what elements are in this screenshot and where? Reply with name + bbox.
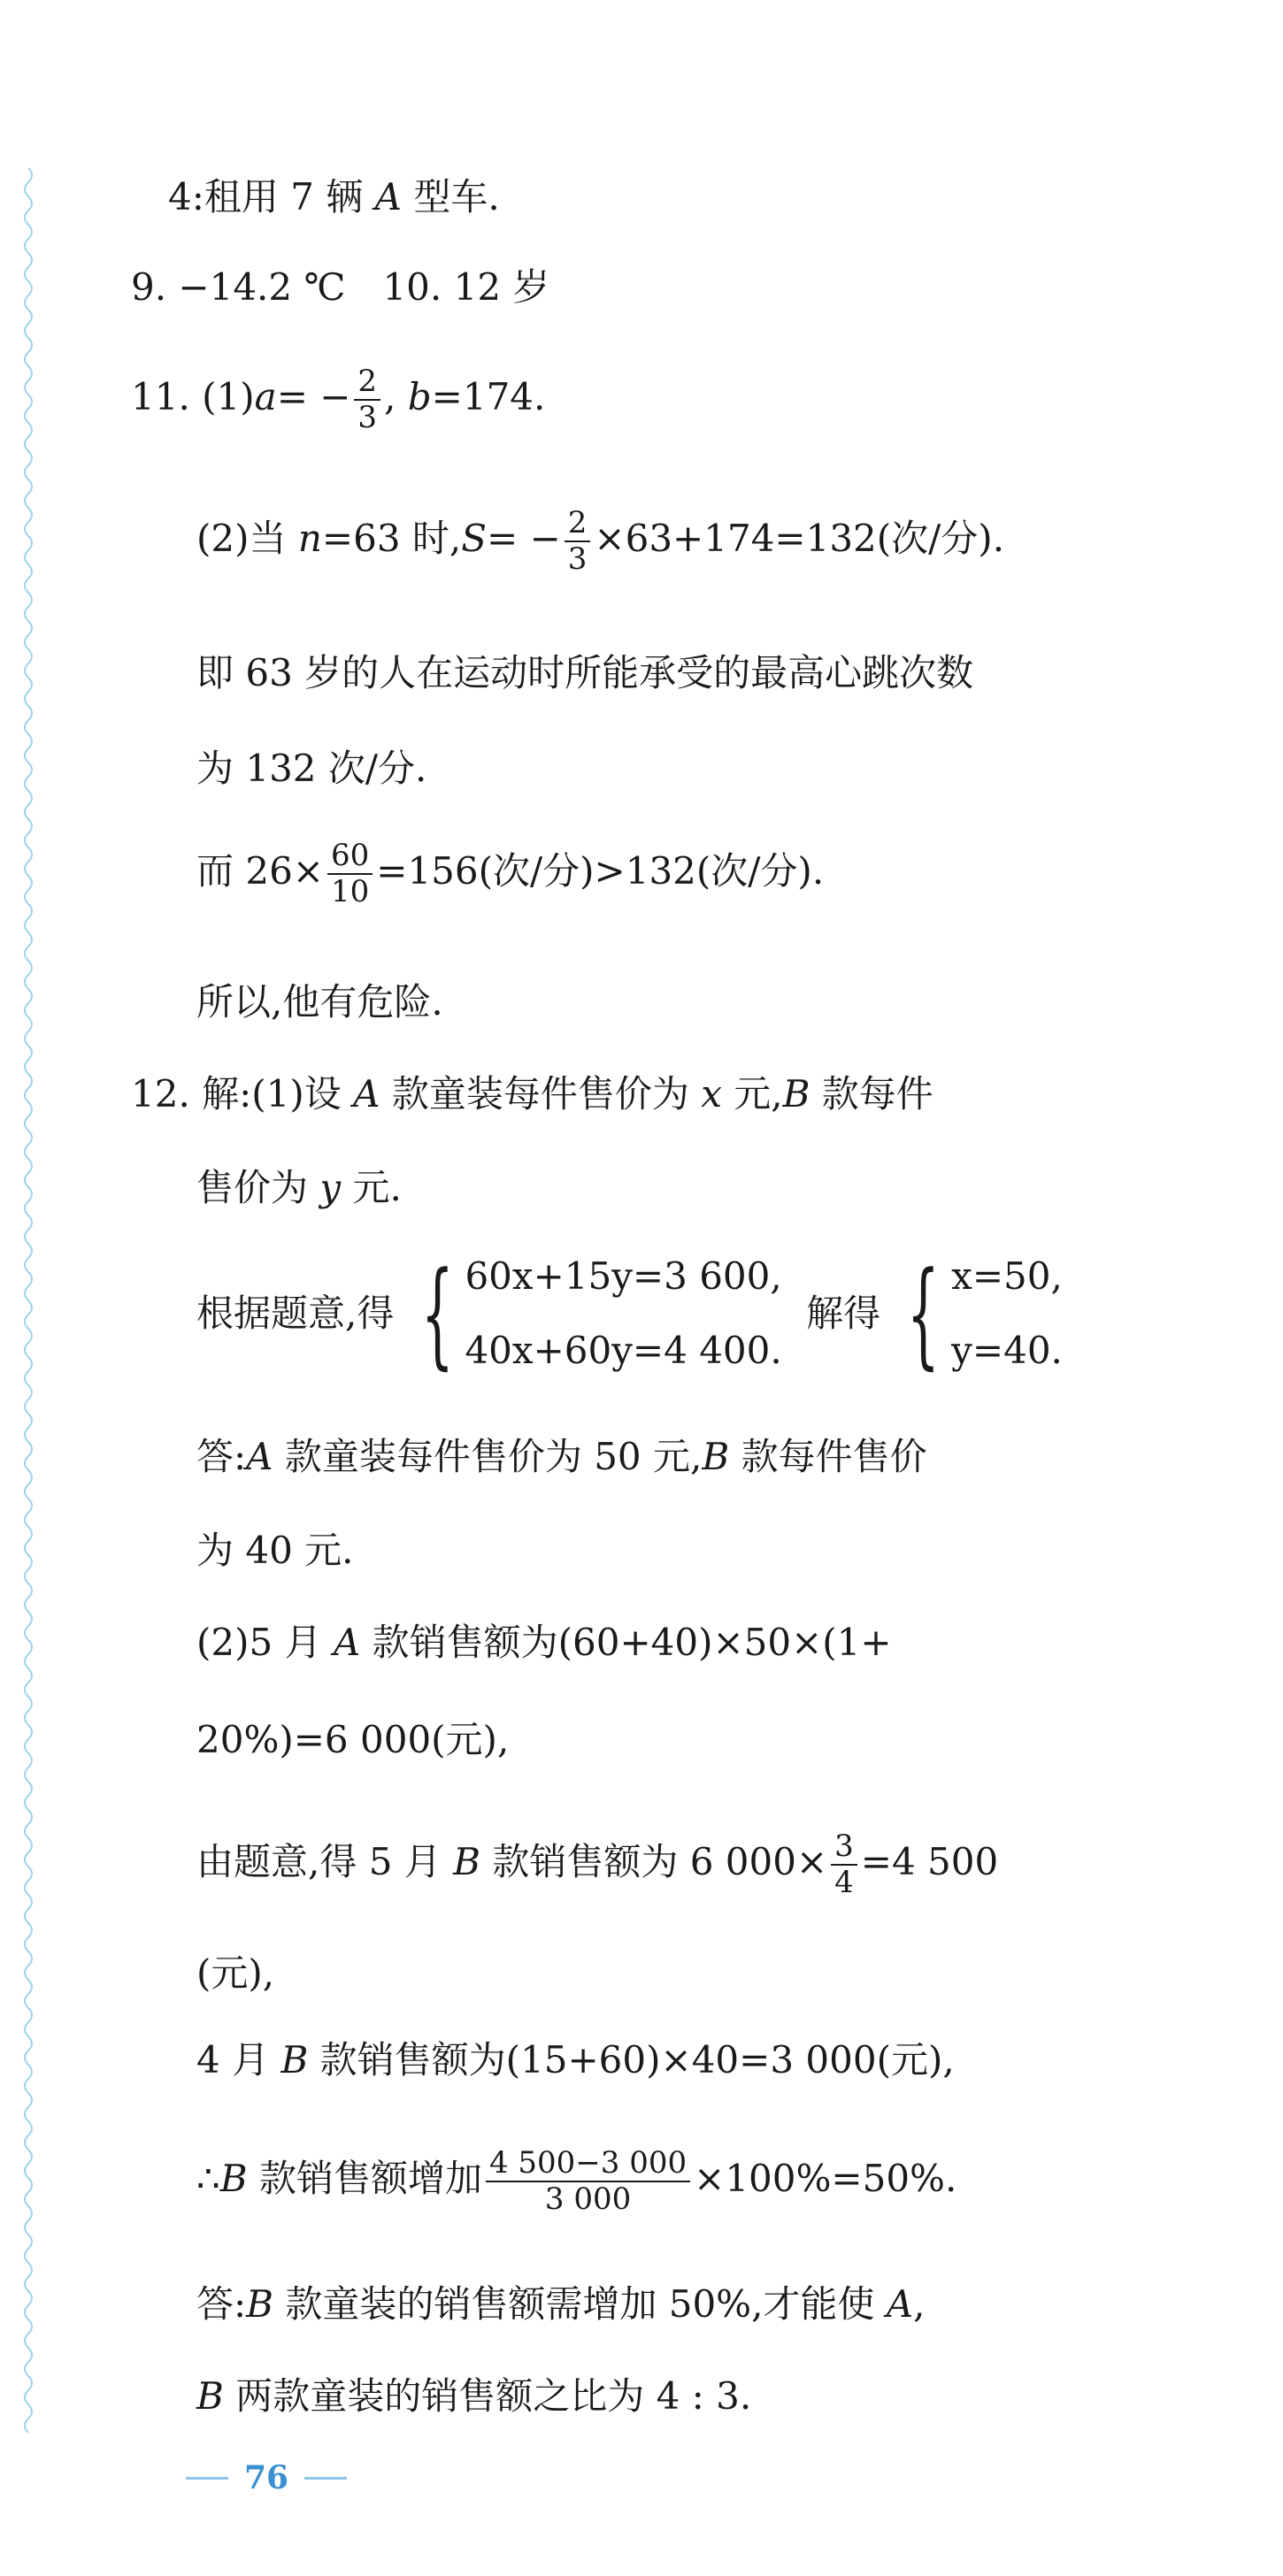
equation-system: { 60x+15y=3 600, 40x+60y=4 400. bbox=[420, 1246, 782, 1381]
wavy-margin-line bbox=[18, 168, 39, 2433]
fraction: $\frac{60}{10}$ bbox=[327, 839, 373, 909]
answer-12-part2-increase: ∴B 款销售额增加 $\frac{4 500-3 000}{3 000}$ ×100%=50%. bbox=[196, 2145, 957, 2218]
answer-12-part2-b-april: 4 月 B 款销售额为(15+60)×40=3 000(元), bbox=[196, 2038, 955, 2082]
answer-12-setup: 12. 解:(1)设 A 款童装每件售价为 x 元,B 款每件 bbox=[131, 1072, 933, 1116]
answer-11-conclusion: 所以,他有危险. bbox=[196, 980, 443, 1024]
answer-11-comparison: 而 26× $\frac{60}{10}$ =156(次/分)>132(次/分). bbox=[196, 838, 825, 910]
answer-12-part1-answer-cont: 为 40 元. bbox=[196, 1529, 354, 1572]
answer-12-part2-b-may: 由题意,得 5 月 B 款销售额为 6 000× $\frac{3}{4}$ =4 500 bbox=[196, 1828, 999, 1901]
page-footer bbox=[186, 2459, 347, 2496]
footer-dash-right bbox=[304, 2477, 347, 2480]
answer-12-final: 答:B 款童装的销售额需增加 50%,才能使 A, bbox=[196, 2282, 926, 2326]
solution-system: { x=50, y=40. bbox=[907, 1246, 1063, 1381]
answer-12-part2-a-sales-cont: 20%)=6 000(元), bbox=[196, 1718, 510, 1761]
page-number: 76 bbox=[244, 2459, 289, 2496]
brace: { bbox=[420, 1246, 454, 1381]
answer-12-system: 根据题意,得 { 60x+15y=3 600, 40x+60y=4 400. 解得 { x=50, y=40. bbox=[196, 1246, 1063, 1381]
answer-12-part2-b-may-cont: (元), bbox=[196, 1951, 275, 1995]
answer-12-part1-answer: 答:A 款童装每件售价为 50 元,B 款每件售价 bbox=[196, 1435, 927, 1478]
answers-9-10: 9. −14.2 ℃ 10. 12 岁 bbox=[131, 265, 550, 309]
fraction: $\frac{4 500-3 000}{3 000}$ bbox=[486, 2146, 690, 2217]
answer-12-part2-a-sales: (2)5 月 A 款销售额为(60+40)×50×(1+ bbox=[196, 1621, 892, 1664]
footer-dash-left bbox=[186, 2477, 228, 2480]
answer-11-explanation-cont: 为 132 次/分. bbox=[196, 747, 427, 790]
fraction: $\frac{3}{4}$ bbox=[831, 1829, 857, 1900]
answer-12-setup-cont: 售价为 y 元. bbox=[196, 1166, 402, 1209]
answer-11-part1: 11. (1)a= − $\frac{2}{3}$ , b=174. bbox=[131, 364, 546, 436]
answer-11-explanation: 即 63 岁的人在运动时所能承受的最高心跳次数 bbox=[196, 651, 974, 694]
brace: { bbox=[907, 1246, 941, 1381]
answer-12-final-cont: B 两款童装的销售额之比为 4 : 3. bbox=[196, 2374, 752, 2418]
answer-line-8-end: 4:租用 7 辆 A 型车. bbox=[168, 175, 500, 218]
fraction: $\frac{2}{3}$ bbox=[354, 364, 380, 435]
fraction: $\frac{2}{3}$ bbox=[565, 506, 591, 577]
answer-11-part2: (2)当 n=63 时,S= − $\frac{2}{3}$ ×63+174=132(次/分). bbox=[196, 505, 1005, 578]
